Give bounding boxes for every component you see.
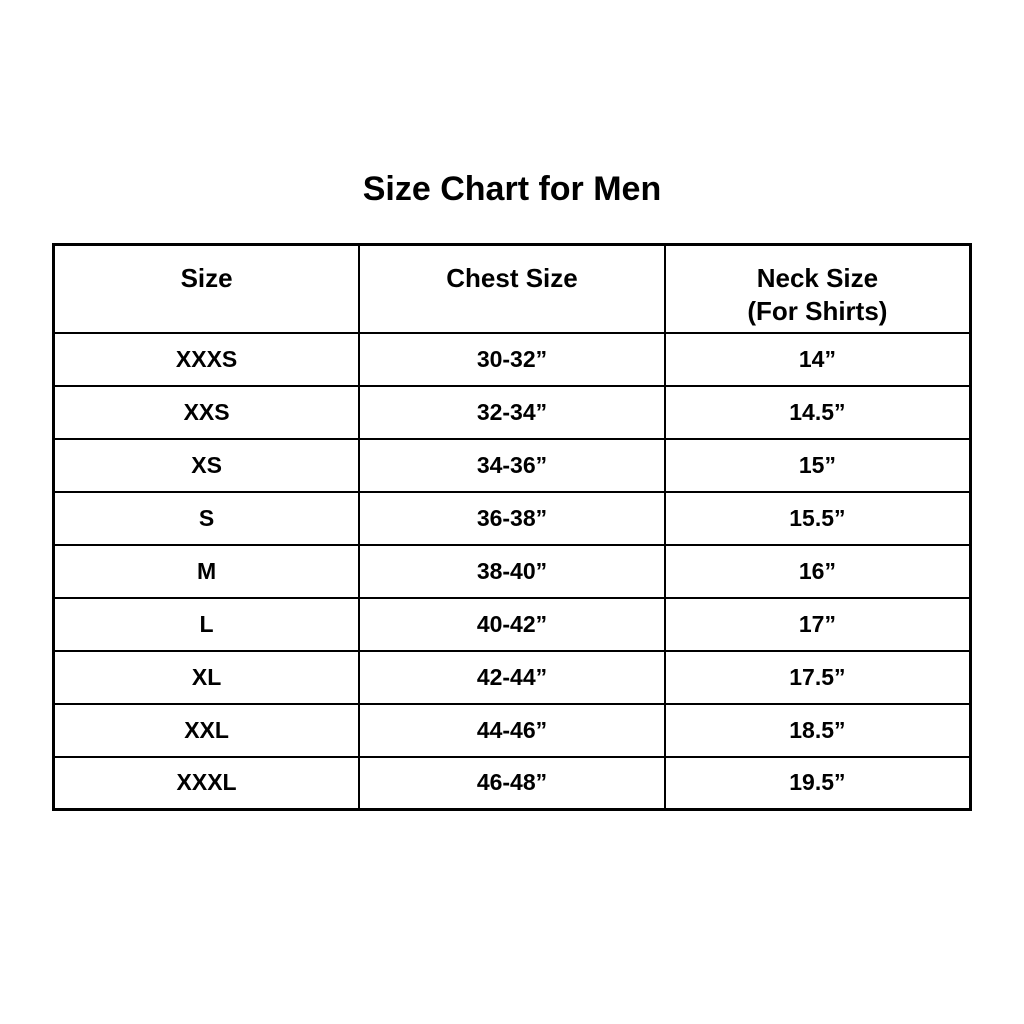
cell-chest: 32-34” [359, 386, 665, 439]
header-size [54, 245, 360, 333]
cell-neck: 14” [665, 333, 971, 386]
cell-size: XXS [54, 386, 360, 439]
table-row [54, 651, 971, 704]
header-chest-size-label: Chest Size [446, 263, 578, 293]
table-row [54, 439, 971, 492]
cell-chest: 40-42” [359, 598, 665, 651]
cell-size: M [54, 545, 360, 598]
page-title: Size Chart for Men [362, 170, 662, 208]
cell-size: L [54, 598, 360, 651]
table-row [54, 333, 971, 386]
table-row [54, 492, 971, 545]
cell-size: XXXL [54, 757, 360, 810]
cell-size: XS [54, 439, 360, 492]
cell-neck: 15.5” [665, 492, 971, 545]
table-header [54, 245, 971, 333]
cell-chest: 38-40” [359, 545, 665, 598]
table-row [54, 757, 971, 810]
header-size-label: Size [180, 263, 233, 293]
cell-neck: 16” [665, 545, 971, 598]
header-neck-size-label: Neck Size [756, 263, 879, 293]
cell-chest: 30-32” [359, 333, 665, 386]
cell-neck: 17” [665, 598, 971, 651]
cell-neck: 14.5” [665, 386, 971, 439]
cell-chest: 44-46” [359, 704, 665, 757]
cell-chest: 36-38” [359, 492, 665, 545]
cell-chest: 42-44” [359, 651, 665, 704]
table-row [54, 704, 971, 757]
table-body [54, 333, 971, 810]
cell-neck: 19.5” [665, 757, 971, 810]
header-row [54, 245, 971, 333]
cell-neck: 17.5” [665, 651, 971, 704]
header-chest-size [359, 245, 665, 333]
size-chart-table [52, 243, 972, 811]
header-neck-size [665, 245, 971, 333]
table-row [54, 386, 971, 439]
cell-chest: 34-36” [359, 439, 665, 492]
cell-chest: 46-48” [359, 757, 665, 810]
cell-neck: 15” [665, 439, 971, 492]
cell-size: XXXS [54, 333, 360, 386]
cell-neck: 18.5” [665, 704, 971, 757]
cell-size: XXL [54, 704, 360, 757]
cell-size: S [54, 492, 360, 545]
table-row [54, 545, 971, 598]
cell-size: XL [54, 651, 360, 704]
table-row [54, 598, 971, 651]
header-neck-size-sublabel: (For Shirts) [747, 295, 888, 326]
